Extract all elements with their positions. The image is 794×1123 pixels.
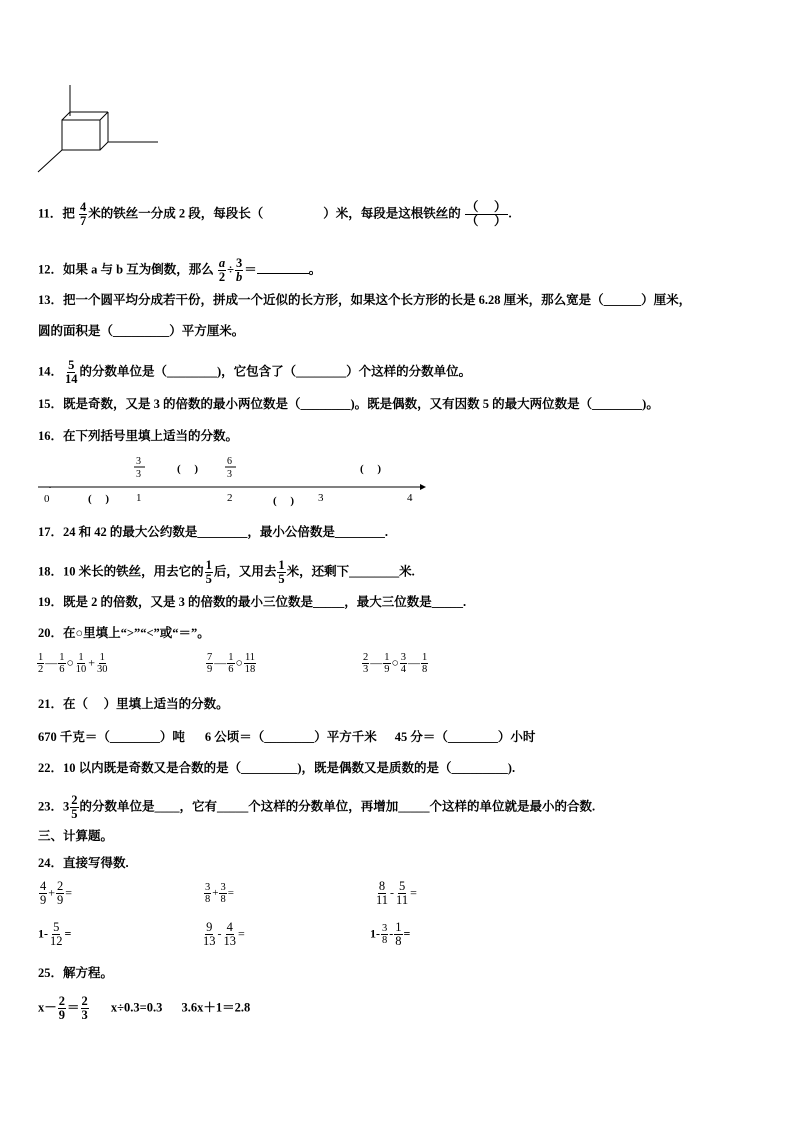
question-19: 19．既是 2 的倍数，又是 3 的倍数的最小三位数是_____，最大三位数是_____. <box>38 595 467 609</box>
question-25: 25．解方程。 <box>38 966 114 980</box>
answer-fraction: $\frac{( )}{( )}$ <box>465 200 507 229</box>
tick-label-0: 0 <box>44 493 50 505</box>
fraction: $\frac{2}{5}$ <box>71 793 78 822</box>
fraction-numerator: 3 <box>136 456 141 467</box>
calc-item-2: $\frac{3}{8}$ + $\frac{3}{8}$ = <box>205 882 234 906</box>
fraction: $\frac{1}{5}$ <box>278 558 285 587</box>
question-21: 21．在（ ）里填上适当的分数。 <box>38 697 229 711</box>
question-23: 23．3 $\frac{2}{5}$ 的分数单位是____，它有_____个这样的分数单位，再增加_____个这样的单位就是最小的合数. <box>38 793 596 822</box>
question-11: 11．把 $\frac{4}{7}$ 米的铁丝一分成 2 段，每段长（ ）米，每段是这根铁丝的 $\frac{( )}{( )}$ . <box>38 200 512 229</box>
question-16: 16．在下列括号里填上适当的分数。 <box>38 429 239 443</box>
calc-item-5: $\frac{9}{13}$ - $\frac{4}{13}$ = <box>203 920 245 949</box>
equations: x－ $\frac{2}{9}$ ＝ $\frac{2}{3}$ x÷0.3=0.3 3.6x＋1＝2.8 <box>38 994 251 1023</box>
fraction: $\frac{a}{2}$ <box>218 256 226 285</box>
question-17: 17．24 和 42 的最大公约数是________，最小公倍数是________. <box>38 525 389 539</box>
compare-expression-1: $\frac{1}{2}$ — $\frac{1}{6}$ ○ $\frac{1}{10}$ + $\frac{1}{30}$ <box>38 652 108 676</box>
tick-label-3: 3 <box>318 492 324 504</box>
paren-blank: ( ) <box>177 463 199 475</box>
paren-blank: ( ) <box>88 493 110 505</box>
number-line <box>30 452 430 512</box>
question-24: 24．直接写得数. <box>38 856 129 870</box>
calc-item-3: $\frac{8}{11}$ - $\frac{5}{11}$ = <box>376 879 417 908</box>
fraction-denominator: 3 <box>136 469 141 480</box>
fraction: $\frac{1}{5}$ <box>205 558 212 587</box>
calc-item-6: 1- $\frac{3}{8}$ - $\frac{1}{8}$ = <box>370 920 411 949</box>
tick-label-4: 4 <box>407 492 413 504</box>
tick-label-2: 2 <box>227 492 233 504</box>
paren-blank: ( ) <box>273 495 295 507</box>
calc-item-4: 1- $\frac{5}{12}$ = <box>38 920 72 949</box>
question-13: 13．把一个圆平均分成若干份，拼成一个近似的长方形，如果这个长方形的长是 6.28 厘米，那么宽是（______）厘米， <box>38 293 692 307</box>
question-14: 14． $\frac{5}{14}$ 的分数单位是（________)，它包含了（________）个这样的分数单位。 <box>38 358 472 387</box>
question-12: 12．如果 a 与 b 互为倒数，那么 $\frac{a}{2}$ ÷ $\frac{3}{b}$ ＝ 。 <box>38 256 322 285</box>
cube-figure <box>30 80 170 175</box>
question-21-conversions: 670 千克＝（________）吨 6 公顷＝（________）平方千米 45 分＝（________）小时 <box>38 730 536 744</box>
calc-item-1: $\frac{4}{9}$ + $\frac{2}{9}$ = <box>40 879 73 908</box>
question-22: 22．10 以内既是奇数又是合数的是（_________)，既是偶数又是质数的是（_________). <box>38 761 516 775</box>
paren-blank: ( ) <box>360 463 382 475</box>
fraction: $\frac{5}{14}$ <box>65 358 78 387</box>
fraction-numerator: 6 <box>227 456 232 467</box>
question-13-line-2: 圆的面积是（_________）平方厘米。 <box>38 324 245 338</box>
question-18: 18．10 米长的铁丝，用去它的 $\frac{1}{5}$ 后，又用去 $\frac{1}{5}$ 米，还剩下________米. <box>38 558 415 587</box>
question-20: 20．在○里填上“>”“<”或“＝”。 <box>38 626 210 640</box>
fraction: $\frac{3}{b}$ <box>235 256 243 285</box>
compare-expression-3: $\frac{2}{3}$ — $\frac{1}{9}$ ○ $\frac{3}{4}$ — $\frac{1}{8}$ <box>363 652 428 676</box>
tick-label-1: 1 <box>136 492 142 504</box>
question-15: 15．既是奇数，又是 3 的倍数的最小两位数是（________)。既是偶数，又有因数 5 的最大两位数是（________)。 <box>38 397 659 411</box>
answer-blank <box>257 261 309 274</box>
section-heading: 三、计算题。 <box>38 829 114 843</box>
fraction: $\frac{4}{7}$ <box>79 200 87 229</box>
compare-expression-2: $\frac{7}{9}$ — $\frac{1}{6}$ ○ $\frac{11}{18}$ <box>207 652 256 676</box>
fraction-denominator: 3 <box>227 469 232 480</box>
